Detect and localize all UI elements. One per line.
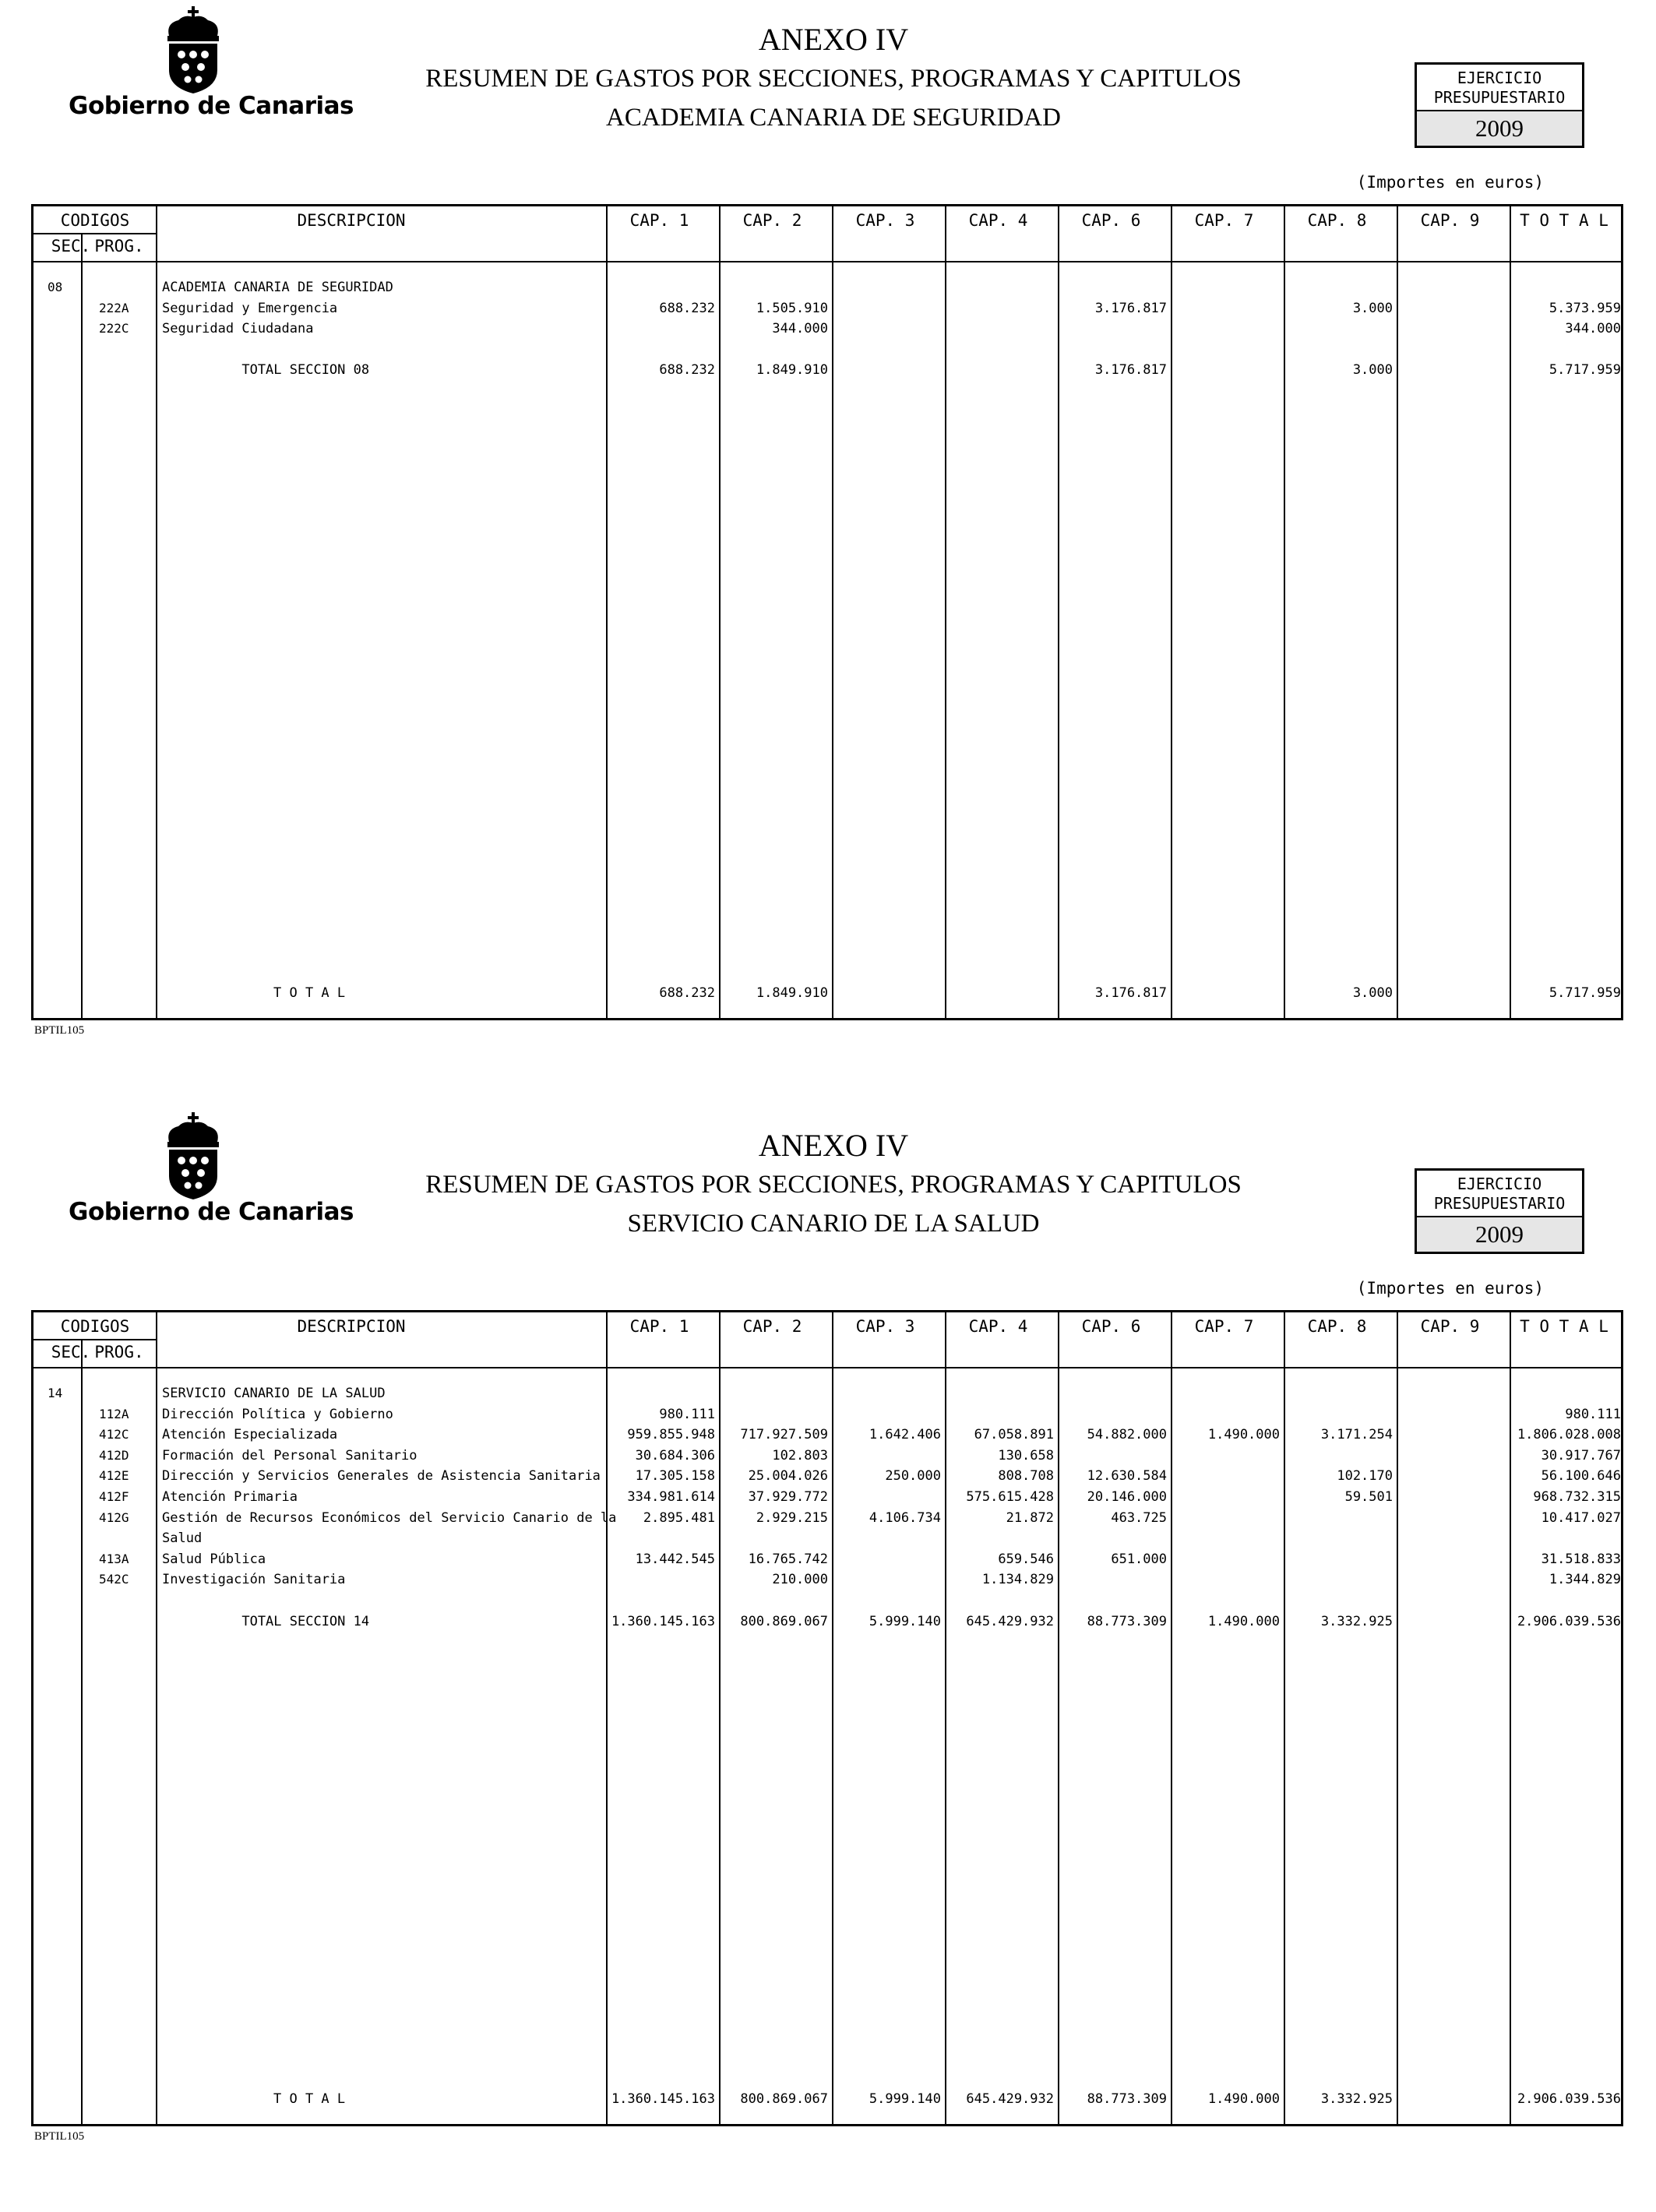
amount-total: 980.111 xyxy=(1565,1406,1621,1422)
amount-cap6: 651.000 xyxy=(1111,1551,1167,1567)
amount-cap3: 1.642.406 xyxy=(869,1427,941,1443)
amount-cap2: 344.000 xyxy=(772,321,828,337)
grand-total-label: T O T A L xyxy=(273,2091,346,2107)
header-cap7: CAP. 7 xyxy=(1194,1317,1254,1336)
header-total: T O T A L xyxy=(1520,211,1608,230)
row-description: Investigación Sanitaria xyxy=(162,1572,346,1588)
header-divider xyxy=(33,261,1621,262)
program-code: 412F xyxy=(99,1489,129,1504)
column-divider xyxy=(1397,206,1398,1018)
amount-cap8: 3.171.254 xyxy=(1320,1427,1393,1443)
column-divider xyxy=(945,206,946,1018)
grand-total-cap7: 1.490.000 xyxy=(1207,2091,1280,2107)
ejercicio-box xyxy=(1415,1168,1584,1254)
amount-cap3: 4.106.734 xyxy=(869,1509,941,1526)
importes-note: (Importes en euros) xyxy=(1356,1279,1544,1298)
row-description: Atención Primaria xyxy=(162,1489,298,1505)
grand-total-cap2: 800.869.067 xyxy=(740,2091,828,2107)
header-descripcion: DESCRIPCION xyxy=(297,211,406,230)
column-divider xyxy=(832,206,833,1018)
amount-cap4: 21.872 xyxy=(1006,1509,1054,1526)
header-cap3: CAP. 3 xyxy=(855,1317,915,1336)
section-code: 14 xyxy=(48,1386,63,1400)
report-page xyxy=(0,1106,1656,2212)
header-sec: SEC. xyxy=(51,237,91,255)
amount-cap6: 88.773.309 xyxy=(1087,1613,1167,1629)
column-divider xyxy=(1058,206,1059,1018)
row-description: Seguridad y Emergencia xyxy=(162,300,338,316)
row-description: Dirección Política y Gobierno xyxy=(162,1406,393,1422)
ejercicio-label: EJERCICIO PRESUPUESTARIO xyxy=(1417,1171,1582,1217)
grand-total-cap8: 3.000 xyxy=(1352,985,1393,1001)
amount-cap2: 717.927.509 xyxy=(740,1427,828,1443)
amount-cap8: 3.000 xyxy=(1352,362,1393,379)
column-divider xyxy=(156,1312,157,2124)
program-code: 412D xyxy=(99,1447,129,1463)
header-cap4: CAP. 4 xyxy=(968,1317,1028,1336)
amount-cap2: 25.004.026 xyxy=(748,1468,828,1485)
codigos-divider xyxy=(33,1339,157,1340)
amount-cap6: 20.146.000 xyxy=(1087,1489,1167,1505)
row-description: Seguridad Ciudadana xyxy=(162,321,314,337)
column-divider xyxy=(156,206,157,1018)
gobierno-logo xyxy=(69,1112,354,1229)
importes-note: (Importes en euros) xyxy=(1356,173,1544,192)
amount-cap1: 17.305.158 xyxy=(635,1468,715,1485)
amount-total: 56.100.646 xyxy=(1541,1468,1621,1485)
coat-of-arms-icon xyxy=(158,6,228,93)
program-code: 222A xyxy=(99,300,129,315)
amount-cap4: 1.134.829 xyxy=(981,1572,1054,1588)
amount-cap2: 1.505.910 xyxy=(756,300,828,316)
program-code: 542C xyxy=(99,1572,129,1587)
grand-total-cap8: 3.332.925 xyxy=(1320,2091,1393,2107)
amount-cap8: 102.170 xyxy=(1337,1468,1393,1485)
amount-cap3: 5.999.140 xyxy=(869,1613,941,1629)
amount-cap1: 1.360.145.163 xyxy=(611,1613,715,1629)
header-cap8: CAP. 8 xyxy=(1307,211,1367,230)
grand-total-cap6: 3.176.817 xyxy=(1094,985,1167,1001)
row-description: Atención Especializada xyxy=(162,1427,338,1443)
grand-total-total: 5.717.959 xyxy=(1549,985,1621,1001)
amount-cap1: 959.855.948 xyxy=(627,1427,715,1443)
amount-cap2: 37.929.772 xyxy=(748,1489,828,1505)
header-cap7: CAP. 7 xyxy=(1194,211,1254,230)
amount-cap8: 3.332.925 xyxy=(1320,1613,1393,1629)
header-cap3: CAP. 3 xyxy=(855,211,915,230)
amount-cap1: 30.684.306 xyxy=(635,1447,715,1464)
amount-cap6: 463.725 xyxy=(1111,1509,1167,1526)
grand-total-total: 2.906.039.536 xyxy=(1517,2091,1621,2107)
amount-total: 31.518.833 xyxy=(1541,1551,1621,1567)
grand-total-cap1: 688.232 xyxy=(659,985,715,1001)
program-code: 412E xyxy=(99,1468,129,1484)
footer-code: BPTIL105 xyxy=(34,1024,85,1037)
report-title: ANEXO IV xyxy=(758,22,909,57)
ejercicio-year: 2009 xyxy=(1417,1217,1582,1252)
grand-total-label: T O T A L xyxy=(273,985,346,1001)
amount-cap2: 16.765.742 xyxy=(748,1551,828,1567)
ejercicio-box xyxy=(1415,62,1584,148)
row-description: Salud xyxy=(162,1530,203,1547)
program-code: 413A xyxy=(99,1551,129,1566)
amount-total: 5.717.959 xyxy=(1549,362,1621,379)
amount-cap2: 1.849.910 xyxy=(756,362,828,379)
report-title: ANEXO IV xyxy=(758,1128,909,1163)
header-cap6: CAP. 6 xyxy=(1081,211,1141,230)
header-cap4: CAP. 4 xyxy=(968,211,1028,230)
header-total: T O T A L xyxy=(1520,1317,1608,1336)
amount-cap2: 102.803 xyxy=(772,1447,828,1464)
amount-total: 5.373.959 xyxy=(1549,300,1621,316)
column-divider xyxy=(81,1340,83,2124)
program-code: 222C xyxy=(99,321,129,336)
amount-cap7: 1.490.000 xyxy=(1207,1613,1280,1629)
grand-total-cap3: 5.999.140 xyxy=(869,2091,941,2107)
row-description: ACADEMIA CANARIA DE SEGURIDAD xyxy=(162,280,393,295)
amount-cap6: 12.630.584 xyxy=(1087,1468,1167,1485)
grand-total-cap1: 1.360.145.163 xyxy=(611,2091,715,2107)
logo-text: Gobierno de Canarias xyxy=(69,1198,354,1226)
amount-cap4: 130.658 xyxy=(998,1447,1054,1464)
header-prog: PROG. xyxy=(94,1343,144,1361)
amount-cap2: 2.929.215 xyxy=(756,1509,828,1526)
amount-cap1: 13.442.545 xyxy=(635,1551,715,1567)
program-code: 412G xyxy=(99,1509,129,1525)
grand-total-cap4: 645.429.932 xyxy=(966,2091,1054,2107)
ejercicio-label: EJERCICIO PRESUPUESTARIO xyxy=(1417,65,1582,111)
header-codigos: CODIGOS xyxy=(60,211,130,230)
amount-cap1: 980.111 xyxy=(659,1406,715,1422)
row-description: TOTAL SECCION 08 xyxy=(162,362,370,379)
column-divider xyxy=(1284,206,1285,1018)
column-divider xyxy=(606,206,608,1018)
column-divider xyxy=(81,234,83,1018)
amount-cap1: 688.232 xyxy=(659,362,715,379)
grand-total-cap2: 1.849.910 xyxy=(756,985,828,1001)
header-codigos: CODIGOS xyxy=(60,1317,130,1336)
logo-text: Gobierno de Canarias xyxy=(69,92,354,120)
header-cap9: CAP. 9 xyxy=(1420,1317,1480,1336)
program-code: 412C xyxy=(99,1427,129,1442)
row-description: Dirección y Servicios Generales de Asistencia Sanitaria xyxy=(162,1468,601,1485)
amount-cap4: 645.429.932 xyxy=(966,1613,1054,1629)
amount-cap1: 334.981.614 xyxy=(627,1489,715,1505)
report-subtitle: RESUMEN DE GASTOS POR SECCIONES, PROGRAMAS Y CAPITULOS xyxy=(425,65,1242,93)
report-titles xyxy=(327,20,1340,137)
header-divider xyxy=(33,1367,1621,1368)
report-titles xyxy=(327,1126,1340,1243)
header-cap8: CAP. 8 xyxy=(1307,1317,1367,1336)
row-description: TOTAL SECCION 14 xyxy=(162,1613,370,1629)
column-divider xyxy=(1171,206,1172,1018)
amount-total: 968.732.315 xyxy=(1533,1489,1621,1505)
header-cap9: CAP. 9 xyxy=(1420,211,1480,230)
budget-table xyxy=(31,204,1623,1020)
header-prog: PROG. xyxy=(94,237,144,255)
header-descripcion: DESCRIPCION xyxy=(297,1317,406,1336)
codigos-divider xyxy=(33,233,157,234)
amount-total: 1.806.028.008 xyxy=(1517,1427,1621,1443)
amount-total: 1.344.829 xyxy=(1549,1572,1621,1588)
footer-code: BPTIL105 xyxy=(34,2130,85,2143)
row-description: Formación del Personal Sanitario xyxy=(162,1447,418,1464)
amount-cap4: 808.708 xyxy=(998,1468,1054,1485)
header-cap2: CAP. 2 xyxy=(742,1317,802,1336)
column-divider xyxy=(1397,1312,1398,2124)
amount-cap4: 659.546 xyxy=(998,1551,1054,1567)
amount-cap2: 210.000 xyxy=(772,1572,828,1588)
row-description: SERVICIO CANARIO DE LA SALUD xyxy=(162,1386,386,1401)
section-name: ACADEMIA CANARIA DE SEGURIDAD xyxy=(606,104,1061,132)
amount-total: 344.000 xyxy=(1565,321,1621,337)
section-code: 08 xyxy=(48,280,63,294)
grand-total-cap6: 88.773.309 xyxy=(1087,2091,1167,2107)
row-description: Gestión de Recursos Económicos del Servicio Canario de la xyxy=(162,1509,617,1526)
amount-total: 10.417.027 xyxy=(1541,1509,1621,1526)
program-code: 112A xyxy=(99,1406,129,1421)
amount-cap8: 59.501 xyxy=(1344,1489,1393,1505)
header-cap6: CAP. 6 xyxy=(1081,1317,1141,1336)
amount-cap6: 3.176.817 xyxy=(1094,362,1167,379)
amount-cap1: 688.232 xyxy=(659,300,715,316)
header-cap2: CAP. 2 xyxy=(742,211,802,230)
report-subtitle: RESUMEN DE GASTOS POR SECCIONES, PROGRAMAS Y CAPITULOS xyxy=(425,1171,1242,1199)
header-cap1: CAP. 1 xyxy=(629,211,689,230)
amount-cap7: 1.490.000 xyxy=(1207,1427,1280,1443)
amount-cap1: 2.895.481 xyxy=(643,1509,715,1526)
amount-total: 2.906.039.536 xyxy=(1517,1613,1621,1629)
amount-cap4: 67.058.891 xyxy=(974,1427,1054,1443)
amount-total: 30.917.767 xyxy=(1541,1447,1621,1464)
amount-cap2: 800.869.067 xyxy=(740,1613,828,1629)
amount-cap6: 54.882.000 xyxy=(1087,1427,1167,1443)
section-name: SERVICIO CANARIO DE LA SALUD xyxy=(627,1210,1040,1238)
amount-cap8: 3.000 xyxy=(1352,300,1393,316)
coat-of-arms-icon xyxy=(158,1112,228,1199)
header-sec: SEC. xyxy=(51,1343,91,1361)
gobierno-logo xyxy=(69,6,354,123)
budget-table xyxy=(31,1310,1623,2126)
amount-cap4: 575.615.428 xyxy=(966,1489,1054,1505)
amount-cap3: 250.000 xyxy=(885,1468,941,1485)
header-cap1: CAP. 1 xyxy=(629,1317,689,1336)
row-description: Salud Pública xyxy=(162,1551,266,1567)
amount-cap6: 3.176.817 xyxy=(1094,300,1167,316)
ejercicio-year: 2009 xyxy=(1417,111,1582,146)
